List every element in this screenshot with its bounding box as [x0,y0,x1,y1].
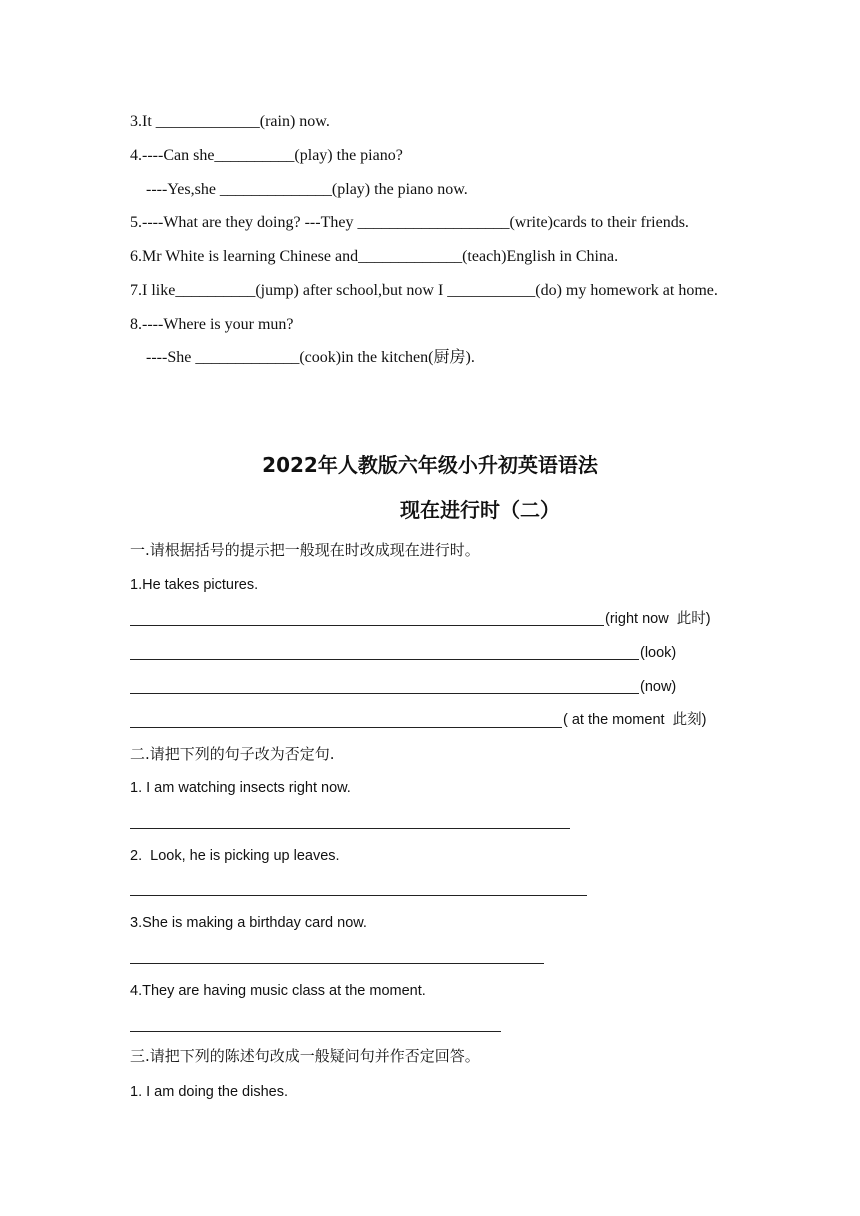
section-2-instruction: 二.请把下列的句子改为否定句. [130,745,335,763]
section-1-instruction: 一.请根据括号的提示把一般现在时改成现在进行时。 [130,541,480,559]
answer-line [130,1031,501,1032]
answer-line [130,727,562,728]
exercise-line-6: 6.Mr White is learning Chinese and_____________(teach)English in China. [130,248,619,265]
answer-line [130,895,587,896]
page-subtitle: 现在进行时（二） [400,498,560,522]
answer-line [130,659,639,660]
hint-now: (now) [640,679,677,695]
hint-right-now: (right now 此时) [605,611,711,627]
hint-look: (look) [640,645,677,661]
section-2-sentence-1: 1. I am watching insects right now. [130,780,351,796]
page-title: 2022年人教版六年级小升初英语语法 [262,453,598,477]
hint-at-the-moment: ( at the moment 此刻) [563,712,707,728]
exercise-line-3: 3.It _____________(rain) now. [130,113,330,130]
section-3-sentence-1: 1. I am doing the dishes. [130,1084,288,1100]
answer-line [130,963,544,964]
section-2-sentence-2: 2. Look, he is picking up leaves. [130,848,340,864]
section-2-sentence-3: 3.She is making a birthday card now. [130,915,367,931]
exercise-line-8-answer: ----She _____________(cook)in the kitchen(厨房). [130,349,475,366]
exercise-line-4-answer: ----Yes,she ______________(play) the piano now. [130,181,468,198]
exercise-line-4: 4.----Can she__________(play) the piano? [130,147,403,164]
exercise-line-8: 8.----Where is your mun? [130,316,294,333]
section-2-sentence-4: 4.They are having music class at the moment. [130,983,426,999]
section-1-sentence: 1.He takes pictures. [130,577,259,593]
answer-line [130,693,639,694]
exercise-line-7: 7.I like__________(jump) after school,but now I ___________(do) my homework at home. [130,282,718,299]
answer-line [130,828,570,829]
answer-line [130,625,604,626]
exercise-line-5: 5.----What are they doing? ---They ___________________(write)cards to their friends. [130,214,689,231]
section-3-instruction: 三.请把下列的陈述句改成一般疑问句并作否定回答。 [130,1047,480,1065]
